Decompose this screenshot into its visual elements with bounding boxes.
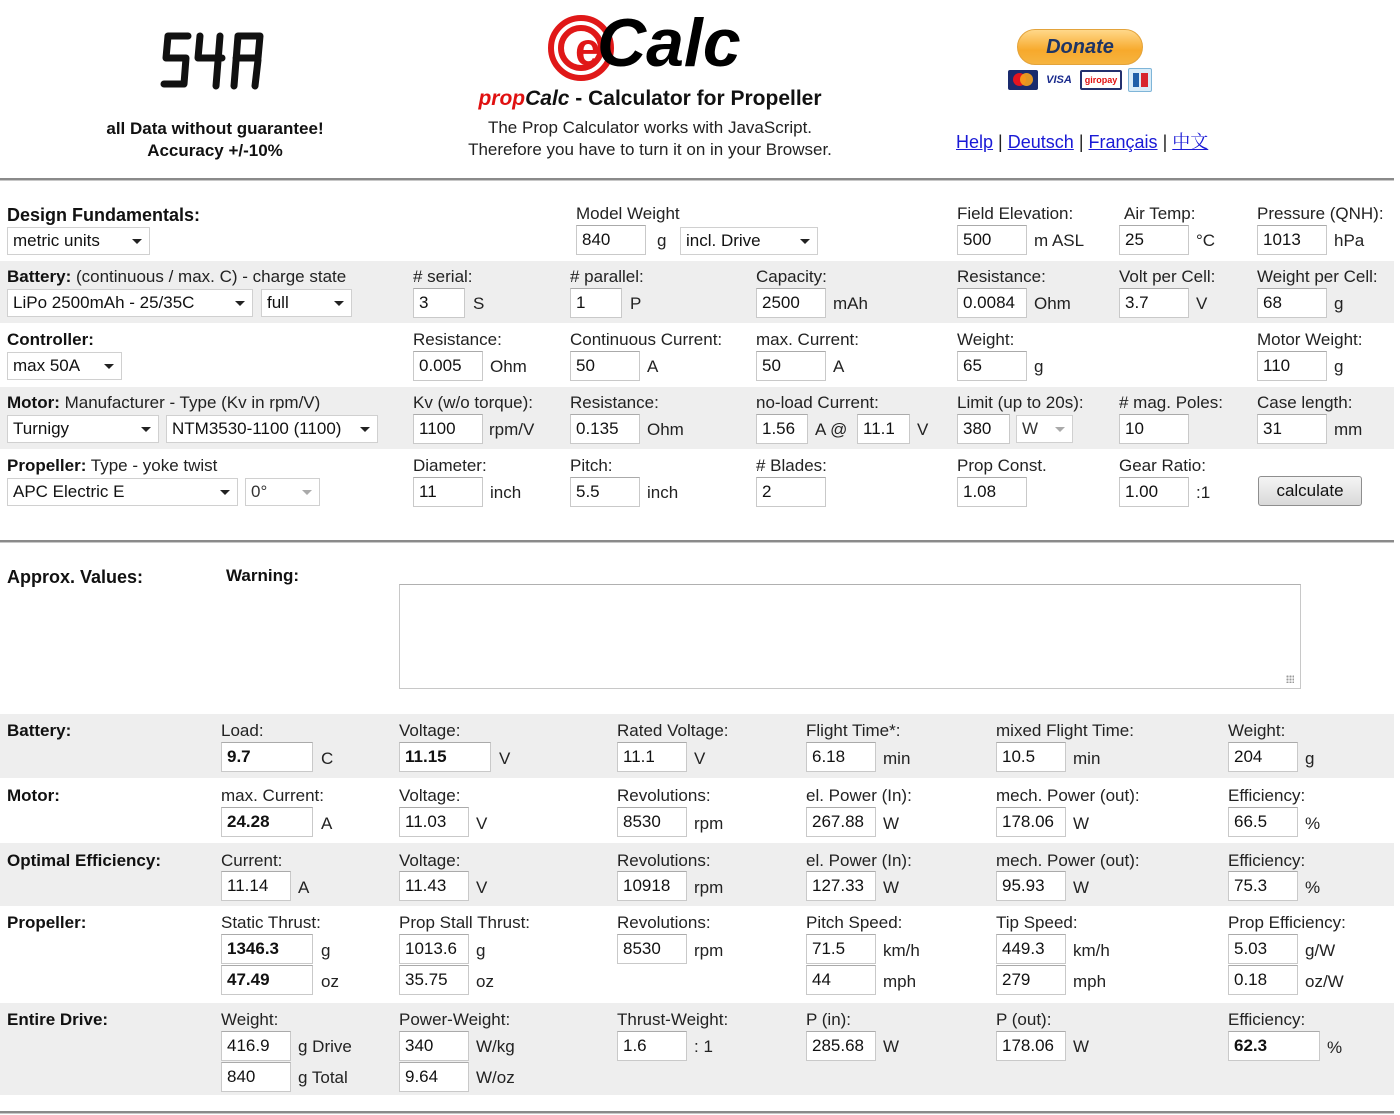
battery-resistance-input[interactable]: 0.0084 — [957, 288, 1027, 318]
payment-cards — [1008, 68, 1152, 92]
weight-mode-value: incl. Drive — [686, 231, 761, 250]
flight-time-output: 6.18 — [806, 742, 876, 772]
title-prop: prop — [478, 87, 526, 110]
giropay-icon: giropay — [1080, 70, 1122, 90]
optimal-el-power-unit: W — [883, 878, 900, 897]
title-rest: - Calculator for Propeller — [569, 87, 822, 110]
propeller-heading — [7, 456, 217, 476]
pitch-speed-kmh-output: 71.5 — [806, 934, 876, 964]
prop-efficiency-label: Prop Efficiency: — [1228, 913, 1346, 932]
prop-const-input[interactable]: 1.08 — [957, 477, 1027, 507]
divider — [0, 1111, 1394, 1114]
serial-input[interactable]: 3 — [413, 288, 465, 318]
tip-speed-kmh-output: 449.3 — [996, 934, 1066, 964]
result-motor-heading: Motor: — [7, 786, 60, 805]
motor-title: Motor: — [7, 393, 60, 412]
controller-heading — [7, 330, 94, 350]
stall-thrust-oz-output: 35.75 — [399, 965, 469, 995]
static-thrust-g-unit: g — [321, 941, 331, 960]
controller-weight-label: Weight: — [957, 330, 1015, 349]
power-weight-oz-output: 9.64 — [399, 1062, 469, 1092]
rated-voltage-label: Rated Voltage: — [617, 721, 729, 740]
model-weight-input[interactable]: 840 — [576, 225, 646, 255]
drive-weight-unit: g Drive — [298, 1037, 352, 1056]
el-power-label: el. Power (In): — [806, 786, 912, 805]
controller-weight-input[interactable]: 65 — [957, 351, 1027, 381]
case-length-unit: mm — [1334, 420, 1363, 439]
ecalc-logo[interactable] — [545, 5, 755, 83]
continuous-current-label: Continuous Current: — [570, 330, 723, 349]
warning-textarea[interactable] — [399, 584, 1301, 689]
units-value: metric units — [13, 231, 100, 250]
p-in-unit: W — [883, 1037, 900, 1056]
controller-weight-unit: g — [1034, 357, 1044, 376]
chevron-down-icon — [132, 239, 142, 244]
s4r-lcd-logo — [160, 30, 270, 92]
pitch-speed-mph-output: 44 — [806, 965, 876, 995]
battery-voltage-unit: V — [499, 749, 511, 768]
entire-drive-heading: Entire Drive: — [7, 1010, 109, 1029]
page-title — [430, 87, 870, 111]
accuracy-line: Accuracy +/-10% — [147, 141, 283, 160]
tip-speed-mph-output: 279 — [996, 965, 1066, 995]
thrust-weight-unit: : 1 — [694, 1037, 713, 1056]
rated-voltage-unit: V — [694, 749, 706, 768]
design-fundamentals-heading: Design Fundamentals: — [7, 205, 201, 225]
approx-values-heading: Approx. Values: — [7, 567, 144, 587]
charge-state-value: full — [267, 293, 289, 312]
mixed-flight-time-label: mixed Flight Time: — [996, 721, 1134, 740]
link-separator: | — [1162, 132, 1168, 152]
thrust-weight-output: 1.6 — [617, 1031, 687, 1061]
gear-ratio-input[interactable]: 1.00 — [1119, 477, 1189, 507]
divider — [0, 540, 1394, 543]
pitch-speed-mph-unit: mph — [883, 972, 917, 991]
link-separator: | — [1078, 132, 1084, 152]
yoke-twist-value: 0° — [251, 482, 268, 501]
blades-label: # Blades: — [756, 456, 827, 475]
optimal-el-power-output: 127.33 — [806, 871, 876, 901]
motor-efficiency-label: Efficiency: — [1228, 786, 1306, 805]
francais-link[interactable]: Français — [1088, 132, 1158, 152]
case-length-input[interactable]: 31 — [1257, 414, 1327, 444]
air-temp-label: Air Temp: — [1124, 204, 1196, 223]
tip-speed-label: Tip Speed: — [996, 913, 1078, 932]
battery-resistance-label: Resistance: — [957, 267, 1046, 286]
kv-input[interactable]: 1100 — [413, 414, 483, 444]
propeller-type-value: APC Electric E — [13, 482, 125, 501]
weight-per-cell-unit: g — [1334, 294, 1344, 313]
el-power-unit: W — [883, 814, 900, 833]
motor-resistance-label: Resistance: — [570, 393, 659, 412]
logo-e: e — [575, 23, 601, 75]
motor-max-current-label: max. Current: — [221, 786, 324, 805]
rated-voltage-output: 11.1 — [617, 742, 687, 772]
chevron-down-icon — [800, 239, 810, 244]
optimal-el-power-label: el. Power (In): — [806, 851, 912, 870]
el-power-output: 267.88 — [806, 807, 876, 837]
deutsch-link[interactable]: Deutsch — [1007, 132, 1074, 152]
chevron-down-icon — [104, 364, 114, 369]
optimal-revolutions-label: Revolutions: — [617, 851, 711, 870]
motor-voltage-label: Voltage: — [399, 786, 461, 805]
p-out-unit: W — [1073, 1037, 1090, 1056]
power-weight-label: Power-Weight: — [399, 1010, 511, 1029]
controller-resistance-input[interactable]: 0.005 — [413, 351, 483, 381]
weight-per-cell-input[interactable]: 68 — [1257, 288, 1327, 318]
pitch-label: Pitch: — [570, 456, 613, 475]
mech-power-label: mech. Power (out): — [996, 786, 1140, 805]
controller-title: Controller: — [7, 330, 94, 349]
pitch-speed-label: Pitch Speed: — [806, 913, 903, 932]
motor-voltage-unit: V — [476, 814, 488, 833]
battery-resistance-unit: Ohm — [1034, 294, 1071, 313]
continuous-current-input[interactable]: 50 — [570, 351, 640, 381]
drive-weight-output: 416.9 — [221, 1031, 291, 1061]
capacity-label: Capacity: — [756, 267, 827, 286]
optimal-efficiency-unit: % — [1305, 878, 1321, 897]
warning-label: Warning: — [226, 566, 300, 585]
pitch-speed-kmh-unit: km/h — [883, 941, 920, 960]
resize-grip-icon[interactable] — [1286, 675, 1294, 683]
chevron-down-icon — [334, 301, 344, 306]
diameter-label: Diameter: — [413, 456, 487, 475]
noload-voltage-input[interactable]: 11.1 — [857, 414, 910, 444]
p-out-label: P (out): — [996, 1010, 1052, 1029]
optimal-voltage-unit: V — [476, 878, 488, 897]
optimal-revolutions-output: 10918 — [617, 871, 687, 901]
js-note-line1: The Prop Calculator works with JavaScript. — [487, 118, 813, 137]
power-weight-kg-unit: W/kg — [476, 1037, 515, 1056]
battery-weight-label: Weight: — [1228, 721, 1286, 740]
prop-const-label: Prop Const. — [957, 456, 1047, 475]
parallel-unit: P — [630, 294, 642, 313]
volt-per-cell-input[interactable]: 3.7 — [1119, 288, 1189, 318]
kv-unit: rpm/V — [489, 420, 535, 439]
link-separator: | — [998, 132, 1003, 152]
propeller-type-select[interactable] — [7, 478, 238, 506]
field-elevation-input[interactable]: 500 — [957, 225, 1027, 255]
battery-heading — [7, 267, 346, 287]
title-calc: Calc — [525, 87, 570, 110]
mag-poles-label: # mag. Poles: — [1119, 393, 1223, 412]
chevron-down-icon — [141, 427, 151, 432]
pressure-input[interactable]: 1013 — [1257, 225, 1327, 255]
load-unit: C — [321, 749, 334, 768]
motor-weight-unit: g — [1334, 357, 1344, 376]
total-weight-unit: g Total — [298, 1068, 348, 1087]
static-thrust-oz-unit: oz — [321, 972, 339, 991]
charge-state-select[interactable] — [261, 289, 352, 317]
optimal-mech-power-label: mech. Power (out): — [996, 851, 1140, 870]
field-elevation-unit: m ASL — [1034, 231, 1085, 250]
motor-weight-label: Motor Weight: — [1257, 330, 1363, 349]
propeller-subtitle: Type - yoke twist — [86, 456, 218, 475]
weight-per-cell-label: Weight per Cell: — [1257, 267, 1378, 286]
stall-thrust-g-unit: g — [476, 941, 486, 960]
manufacturer-value: Turnigy — [13, 419, 70, 438]
pressure-label: Pressure (QNH): — [1257, 204, 1384, 223]
motor-revolutions-label: Revolutions: — [617, 786, 711, 805]
calculate-button[interactable]: calculate — [1258, 476, 1362, 506]
pitch-unit: inch — [647, 483, 679, 502]
yoke-twist-select[interactable] — [245, 478, 320, 506]
kv-label: Kv (w/o torque): — [413, 393, 533, 412]
prop-revolutions-label: Revolutions: — [617, 913, 711, 932]
optimal-mech-power-unit: W — [1073, 878, 1090, 897]
pitch-input[interactable]: 5.5 — [570, 477, 640, 507]
chevron-down-icon — [1055, 427, 1065, 432]
air-temp-input[interactable]: 25 — [1119, 225, 1189, 255]
motor-resistance-input[interactable]: 0.135 — [570, 414, 640, 444]
mech-power-output: 178.06 — [996, 807, 1066, 837]
field-elevation-label: Field Elevation: — [957, 204, 1074, 223]
controller-resistance-unit: Ohm — [490, 357, 527, 376]
chevron-down-icon — [235, 301, 245, 306]
stall-thrust-label: Prop Stall Thrust: — [399, 913, 531, 932]
battery-title: Battery: — [7, 267, 72, 286]
optimal-revolutions-unit: rpm — [694, 878, 724, 897]
battery-weight-unit: g — [1305, 749, 1315, 768]
static-thrust-label: Static Thrust: — [221, 913, 321, 932]
diameter-input[interactable]: 11 — [413, 477, 483, 507]
limit-input[interactable]: 380 — [957, 414, 1010, 444]
limit-unit-value: W — [1022, 419, 1039, 438]
limit-unit-select[interactable] — [1016, 415, 1073, 443]
prop-efficiency-gw-output: 5.03 — [1228, 934, 1298, 964]
max-current-input[interactable]: 50 — [756, 351, 826, 381]
prop-efficiency-ozw-unit: oz/W — [1305, 972, 1344, 991]
motor-type-value: NTM3530-1100 (1100) — [172, 419, 342, 438]
stall-thrust-g-output: 1013.6 — [399, 934, 469, 964]
help-link[interactable]: Help — [956, 132, 994, 152]
disclaimer-line: all Data without guarantee! — [106, 119, 324, 138]
gear-ratio-unit: :1 — [1196, 483, 1211, 502]
continuous-current-unit: A — [647, 357, 659, 376]
battery-voltage-output: 11.15 — [399, 742, 491, 772]
prop-efficiency-ozw-output: 0.18 — [1228, 965, 1298, 995]
mixed-flight-time-unit: min — [1073, 749, 1101, 768]
limit-label: Limit (up to 20s): — [957, 393, 1084, 412]
battery-subtitle: (continuous / max. C) - charge state — [71, 267, 347, 286]
volt-per-cell-label: Volt per Cell: — [1119, 267, 1216, 286]
controller-value: max 50A — [13, 356, 81, 375]
p-in-output: 285.68 — [806, 1031, 876, 1061]
units-select[interactable] — [7, 227, 150, 255]
case-length-label: Case length: — [1257, 393, 1353, 412]
static-thrust-oz-output: 47.49 — [221, 965, 313, 995]
optimal-mech-power-output: 95.93 — [996, 871, 1066, 901]
drive-efficiency-output: 62.3 — [1228, 1031, 1320, 1061]
mastercard-icon — [1008, 70, 1038, 90]
p-out-output: 178.06 — [996, 1031, 1066, 1061]
power-weight-kg-output: 340 — [399, 1031, 469, 1061]
p-in-label: P (in): — [806, 1010, 852, 1029]
noload-current-label: no-load Current: — [756, 393, 879, 412]
motor-max-current-unit: A — [321, 814, 333, 833]
prop-revolutions-unit: rpm — [694, 941, 724, 960]
optimal-voltage-output: 11.43 — [399, 871, 469, 901]
tip-speed-kmh-unit: km/h — [1073, 941, 1110, 960]
propeller-title: Propeller: — [7, 456, 87, 475]
volt-per-cell-unit: V — [1196, 294, 1208, 313]
pressure-unit: hPa — [1334, 231, 1365, 250]
javascript-note — [420, 117, 880, 161]
model-weight-label: Model Weight — [576, 204, 680, 223]
motor-weight-input[interactable]: 110 — [1257, 351, 1327, 381]
flight-time-unit: min — [883, 749, 911, 768]
static-thrust-g-output: 1346.3 — [221, 934, 313, 964]
motor-max-current-output: 24.28 — [221, 807, 313, 837]
logo-text: Calc — [597, 5, 741, 81]
noload-current-unit: A @ — [815, 420, 848, 439]
motor-efficiency-output: 66.5 — [1228, 807, 1298, 837]
gear-ratio-label: Gear Ratio: — [1119, 456, 1206, 475]
battery-type-select[interactable] — [7, 289, 253, 317]
tip-speed-mph-unit: mph — [1073, 972, 1107, 991]
noload-voltage-unit: V — [917, 420, 929, 439]
battery-voltage-label: Voltage: — [399, 721, 461, 740]
controller-resistance-label: Resistance: — [413, 330, 502, 349]
diameter-unit: inch — [490, 483, 522, 502]
capacity-unit: mAh — [833, 294, 868, 313]
ec-card-icon — [1128, 68, 1152, 92]
noload-current-input[interactable]: 1.56 — [756, 414, 808, 444]
chinese-link[interactable]: 中文 — [1172, 132, 1209, 152]
power-weight-oz-unit: W/oz — [476, 1068, 515, 1087]
parallel-input[interactable]: 1 — [570, 288, 622, 318]
total-weight-output: 840 — [221, 1062, 291, 1092]
mag-poles-input[interactable]: 10 — [1119, 414, 1189, 444]
load-label: Load: — [221, 721, 264, 740]
mech-power-unit: W — [1073, 814, 1090, 833]
air-temp-unit: °C — [1196, 231, 1216, 250]
controller-select[interactable] — [7, 352, 122, 380]
parallel-label: # parallel: — [570, 267, 644, 286]
optimal-efficiency-label: Efficiency: — [1228, 851, 1306, 870]
mixed-flight-time-output: 10.5 — [996, 742, 1066, 772]
motor-revolutions-output: 8530 — [617, 807, 687, 837]
serial-unit: S — [473, 294, 485, 313]
max-current-label: max. Current: — [756, 330, 859, 349]
chevron-down-icon — [302, 490, 312, 495]
optimal-voltage-label: Voltage: — [399, 851, 461, 870]
donate-button[interactable]: Donate — [1017, 29, 1143, 65]
drive-weight-label: Weight: — [221, 1010, 279, 1029]
optimal-efficiency-output: 75.3 — [1228, 871, 1298, 901]
blades-input[interactable]: 2 — [756, 477, 826, 507]
thrust-weight-label: Thrust-Weight: — [617, 1010, 729, 1029]
drive-efficiency-label: Efficiency: — [1228, 1010, 1306, 1029]
divider — [0, 178, 1394, 181]
stall-thrust-oz-unit: oz — [476, 972, 494, 991]
motor-heading — [7, 393, 320, 413]
drive-efficiency-unit: % — [1327, 1038, 1343, 1057]
serial-label: # serial: — [413, 267, 473, 286]
motor-efficiency-unit: % — [1305, 814, 1321, 833]
language-links — [956, 128, 1208, 154]
motor-manufacturer-select[interactable] — [7, 415, 159, 443]
result-propeller-heading: Propeller: — [7, 913, 87, 932]
js-note-line2: Therefore you have to turn it on in your Browser. — [468, 140, 832, 159]
motor-resistance-unit: Ohm — [647, 420, 684, 439]
disclaimer — [60, 118, 370, 162]
motor-voltage-output: 11.03 — [399, 807, 469, 837]
optimal-current-output: 11.14 — [221, 871, 291, 901]
battery-weight-output: 204 — [1228, 742, 1298, 772]
model-weight-unit: g — [657, 231, 667, 250]
max-current-unit: A — [833, 357, 845, 376]
optimal-current-label: Current: — [221, 851, 283, 870]
battery-type-value: LiPo 2500mAh - 25/35C — [13, 293, 195, 312]
load-output: 9.7 — [221, 742, 313, 772]
optimal-efficiency-heading: Optimal Efficiency: — [7, 851, 161, 870]
capacity-input[interactable]: 2500 — [756, 288, 826, 318]
result-battery-heading: Battery: — [7, 721, 72, 740]
chevron-down-icon — [220, 490, 230, 495]
motor-revolutions-unit: rpm — [694, 814, 724, 833]
motor-subtitle: Manufacturer - Type (Kv in rpm/V) — [59, 393, 321, 412]
optimal-current-unit: A — [298, 878, 310, 897]
prop-revolutions-output: 8530 — [617, 934, 687, 964]
visa-icon: VISA — [1046, 74, 1072, 86]
prop-efficiency-gw-unit: g/W — [1305, 941, 1336, 960]
weight-mode-select[interactable] — [680, 227, 818, 255]
motor-type-select[interactable] — [166, 415, 378, 443]
chevron-down-icon — [360, 427, 370, 432]
flight-time-label: Flight Time*: — [806, 721, 901, 740]
